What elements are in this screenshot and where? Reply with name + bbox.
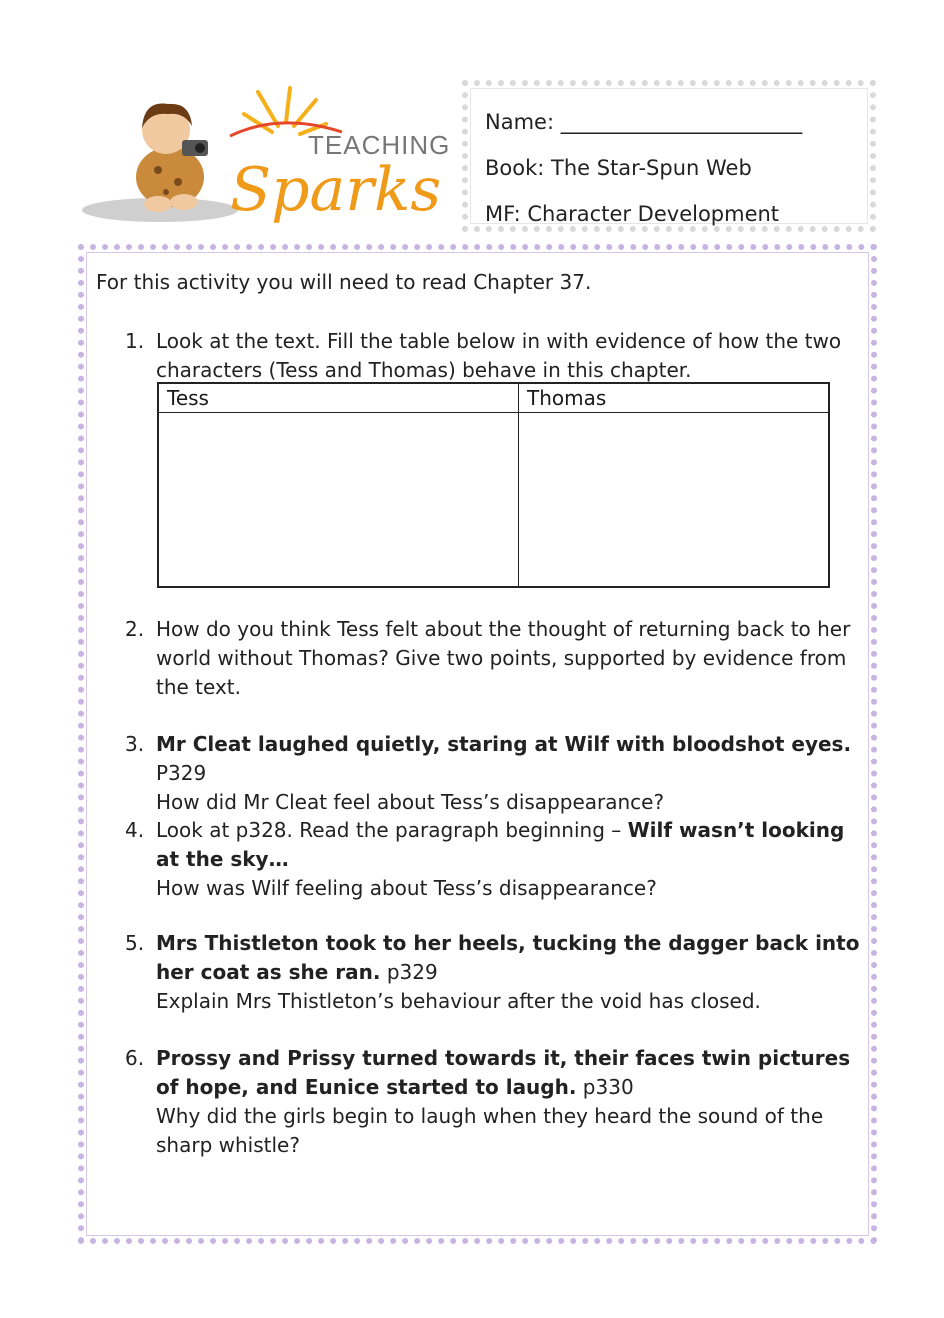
question-4-lead: Look at p328. Read the paragraph beginning – [156,818,628,842]
question-6-page: p330 [576,1075,634,1099]
question-5-text: Explain Mrs Thistleton’s behaviour after the void has closed. [156,989,761,1013]
question-4-text: How was Wilf feeling about Tess’s disappearance? [156,876,657,900]
column-header-thomas: Thomas [519,383,830,413]
focus-topic: MF: Character Development [485,202,780,226]
question-6-quote: Prossy and Prissy turned towards it, their faces twin pictures of hope, and Eunice started to laugh. [156,1046,851,1099]
question-6: 6. Prossy and Prissy turned towards it, their faces twin pictures of hope, and Eunice started to laugh. p330 Why did the girls begin to laugh when they heard the sound of the sharp whistle? [125,1046,851,1157]
question-6-text: Why did the girls begin to laugh when they heard the sound of the sharp whistle? [156,1104,824,1157]
question-2: 2. How do you think Tess felt about the thought of returning back to her world without Thomas? Give two points, supported by evidence from the text. [125,615,865,702]
question-4: 4. Look at p328. Read the paragraph beginning – Wilf wasn’t looking at the sky… How was Wilf feeling about Tess’s disappearance? [125,818,845,900]
question-3-quote: Mr Cleat laughed quietly, staring at Wilf with bloodshot eyes. [156,732,852,756]
logo-graphic [80,82,450,227]
info-box [462,80,876,232]
question-1: 1. Look at the text. Fill the table below in with evidence of how the two characters (Tess and Thomas) behave in this chapter. [125,327,865,385]
teaching-sparks-logo [80,82,450,227]
logo-word-sparks: Sparks [230,155,442,225]
question-5: 5. Mrs Thistleton took to her heels, tucking the dagger back into her coat as she ran. p329 Explain Mrs Thistleton’s behaviour after the void has closed. [125,931,860,1013]
question-1-text: Look at the text. Fill the table below in with evidence of how the two characters (Tess and Thomas) behave in this chapter. [156,329,842,382]
question-3-page: P329 [156,761,207,785]
evidence-table [157,382,830,588]
question-3: 3. Mr Cleat laughed quietly, staring at Wilf with bloodshot eyes. P329 How did Mr Cleat feel about Tess’s disappearance? [125,732,852,814]
logo-word-teaching: TEACHING [308,130,450,160]
question-2-text: How do you think Tess felt about the thought of returning back to her world without Thomas? Give two points, supported by evidence from the text. [156,617,851,699]
name-field[interactable]: Name: _______________________ [485,110,803,134]
tess-evidence-cell[interactable] [158,413,519,588]
question-3-text: How did Mr Cleat feel about Tess’s disappearance? [156,790,665,814]
book-title: Book: The Star-Spun Web [485,156,752,180]
activity-intro: For this activity you will need to read Chapter 37. [96,270,592,294]
question-4-quote: Wilf wasn’t looking at the sky… [156,818,845,871]
column-header-tess: Tess [158,383,519,413]
thomas-evidence-cell[interactable] [519,413,830,588]
question-5-quote: Mrs Thistleton took to her heels, tucking the dagger back into her coat as she ran. [156,931,860,984]
question-5-page: p329 [380,960,438,984]
